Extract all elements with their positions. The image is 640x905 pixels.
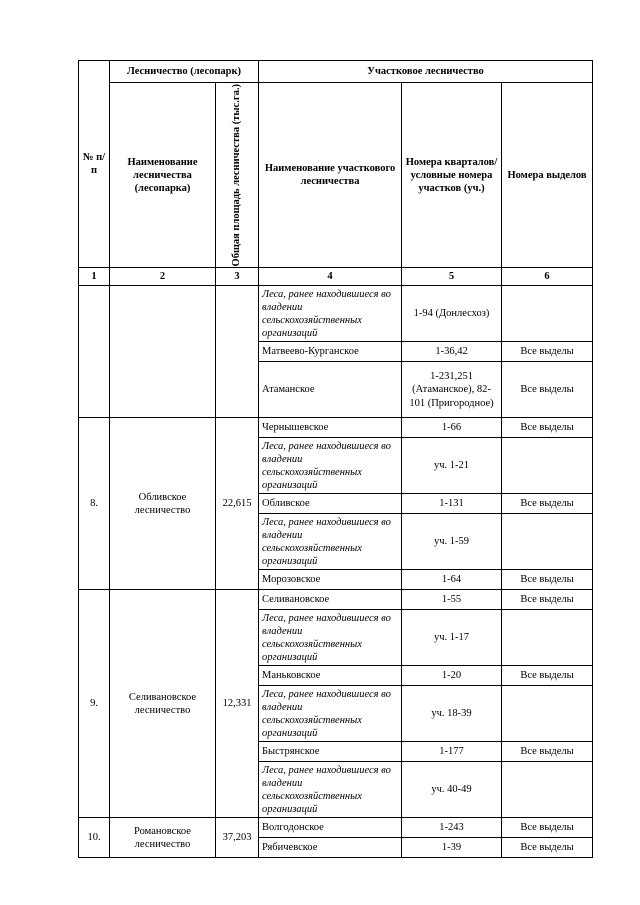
forestry-name-cell: Обливское лесничество <box>110 418 216 590</box>
allotments-cell: Все выделы <box>502 742 593 762</box>
header-district-name: Наименование участкового лесничества <box>259 83 402 268</box>
quarters-cell: уч. 1-59 <box>402 514 502 570</box>
allotments-cell <box>502 686 593 742</box>
quarters-cell: уч. 1-21 <box>402 438 502 494</box>
allotments-cell: Все выделы <box>502 494 593 514</box>
forestry-table <box>78 60 593 858</box>
header-forestry-name: Наименование лесничества (лесопарка) <box>110 83 216 268</box>
allotments-cell: Все выделы <box>502 818 593 838</box>
header-area-text: Общая площадь лесничества (тыс.га.) <box>231 84 243 267</box>
forests-note-cell: Леса, ранее находившиеся во владении сельскохозяйственных организаций <box>259 286 402 342</box>
forests-note-cell: Леса, ранее находившиеся во владении сельскохозяйственных организаций <box>259 762 402 818</box>
forests-note-cell: Леса, ранее находившиеся во владении сельскохозяйственных организаций <box>259 438 402 494</box>
allotments-cell: Все выделы <box>502 666 593 686</box>
district-name-cell: Морозовское <box>259 570 402 590</box>
table-row <box>79 590 593 610</box>
num-cell: 10. <box>79 818 110 858</box>
quarters-cell: 1-243 <box>402 818 502 838</box>
district-name-cell: Рябичевское <box>259 838 402 858</box>
header-group-forestry: Лесничество (лесопарк) <box>110 61 259 83</box>
header-index: 2 <box>110 268 216 286</box>
forestry-name-cell: Романовское лесничество <box>110 818 216 858</box>
quarters-cell: уч. 40-49 <box>402 762 502 818</box>
forests-note-cell: Леса, ранее находившиеся во владении сельскохозяйственных организаций <box>259 514 402 570</box>
quarters-cell: 1-64 <box>402 570 502 590</box>
num-cell <box>79 286 110 418</box>
quarters-cell: 1-94 (Донлесхоз) <box>402 286 502 342</box>
header-quarters: Номера кварталов/ условные номера участков (уч.) <box>402 83 502 268</box>
table-row <box>79 818 593 838</box>
quarters-cell: 1-231,251 (Атаманское), 82-101 (Пригородное) <box>402 362 502 418</box>
allotments-cell: Все выделы <box>502 362 593 418</box>
quarters-cell: 1-55 <box>402 590 502 610</box>
table-row <box>79 286 593 342</box>
header-index: 4 <box>259 268 402 286</box>
district-name-cell: Маньковское <box>259 666 402 686</box>
quarters-cell: 1-36,42 <box>402 342 502 362</box>
header-index: 6 <box>502 268 593 286</box>
allotments-cell: Все выделы <box>502 418 593 438</box>
quarters-cell: уч. 1-17 <box>402 610 502 666</box>
header-area <box>216 83 259 268</box>
header-index: 5 <box>402 268 502 286</box>
quarters-cell: 1-66 <box>402 418 502 438</box>
quarters-cell: уч. 18-39 <box>402 686 502 742</box>
header-allotments: Номера выделов <box>502 83 593 268</box>
forestry-name-cell <box>110 286 216 418</box>
district-name-cell: Чернышевское <box>259 418 402 438</box>
forests-note-cell: Леса, ранее находившиеся во владении сельскохозяйственных организаций <box>259 610 402 666</box>
district-name-cell: Селивановское <box>259 590 402 610</box>
district-name-cell: Атаманское <box>259 362 402 418</box>
header-group-district: Участковое лесничество <box>259 61 593 83</box>
area-cell: 22,615 <box>216 418 259 590</box>
allotments-cell <box>502 762 593 818</box>
forestry-name-cell: Селивановское лесничество <box>110 590 216 818</box>
table-row <box>79 418 593 438</box>
district-name-cell: Быстрянское <box>259 742 402 762</box>
quarters-cell: 1-131 <box>402 494 502 514</box>
header-num: № п/п <box>79 61 110 268</box>
num-cell: 8. <box>79 418 110 590</box>
district-name-cell: Волгодонское <box>259 818 402 838</box>
header-index: 1 <box>79 268 110 286</box>
area-cell: 37,203 <box>216 818 259 858</box>
area-cell <box>216 286 259 418</box>
allotments-cell <box>502 610 593 666</box>
allotments-cell: Все выделы <box>502 570 593 590</box>
allotments-cell: Все выделы <box>502 342 593 362</box>
area-cell: 12,331 <box>216 590 259 818</box>
quarters-cell: 1-39 <box>402 838 502 858</box>
quarters-cell: 1-177 <box>402 742 502 762</box>
num-cell: 9. <box>79 590 110 818</box>
allotments-cell <box>502 514 593 570</box>
table-body <box>79 286 593 858</box>
forests-note-cell: Леса, ранее находившиеся во владении сельскохозяйственных организаций <box>259 686 402 742</box>
allotments-cell <box>502 286 593 342</box>
allotments-cell: Все выделы <box>502 838 593 858</box>
quarters-cell: 1-20 <box>402 666 502 686</box>
allotments-cell <box>502 438 593 494</box>
district-name-cell: Обливское <box>259 494 402 514</box>
header-index: 3 <box>216 268 259 286</box>
district-name-cell: Матвеево-Курганское <box>259 342 402 362</box>
allotments-cell: Все выделы <box>502 590 593 610</box>
